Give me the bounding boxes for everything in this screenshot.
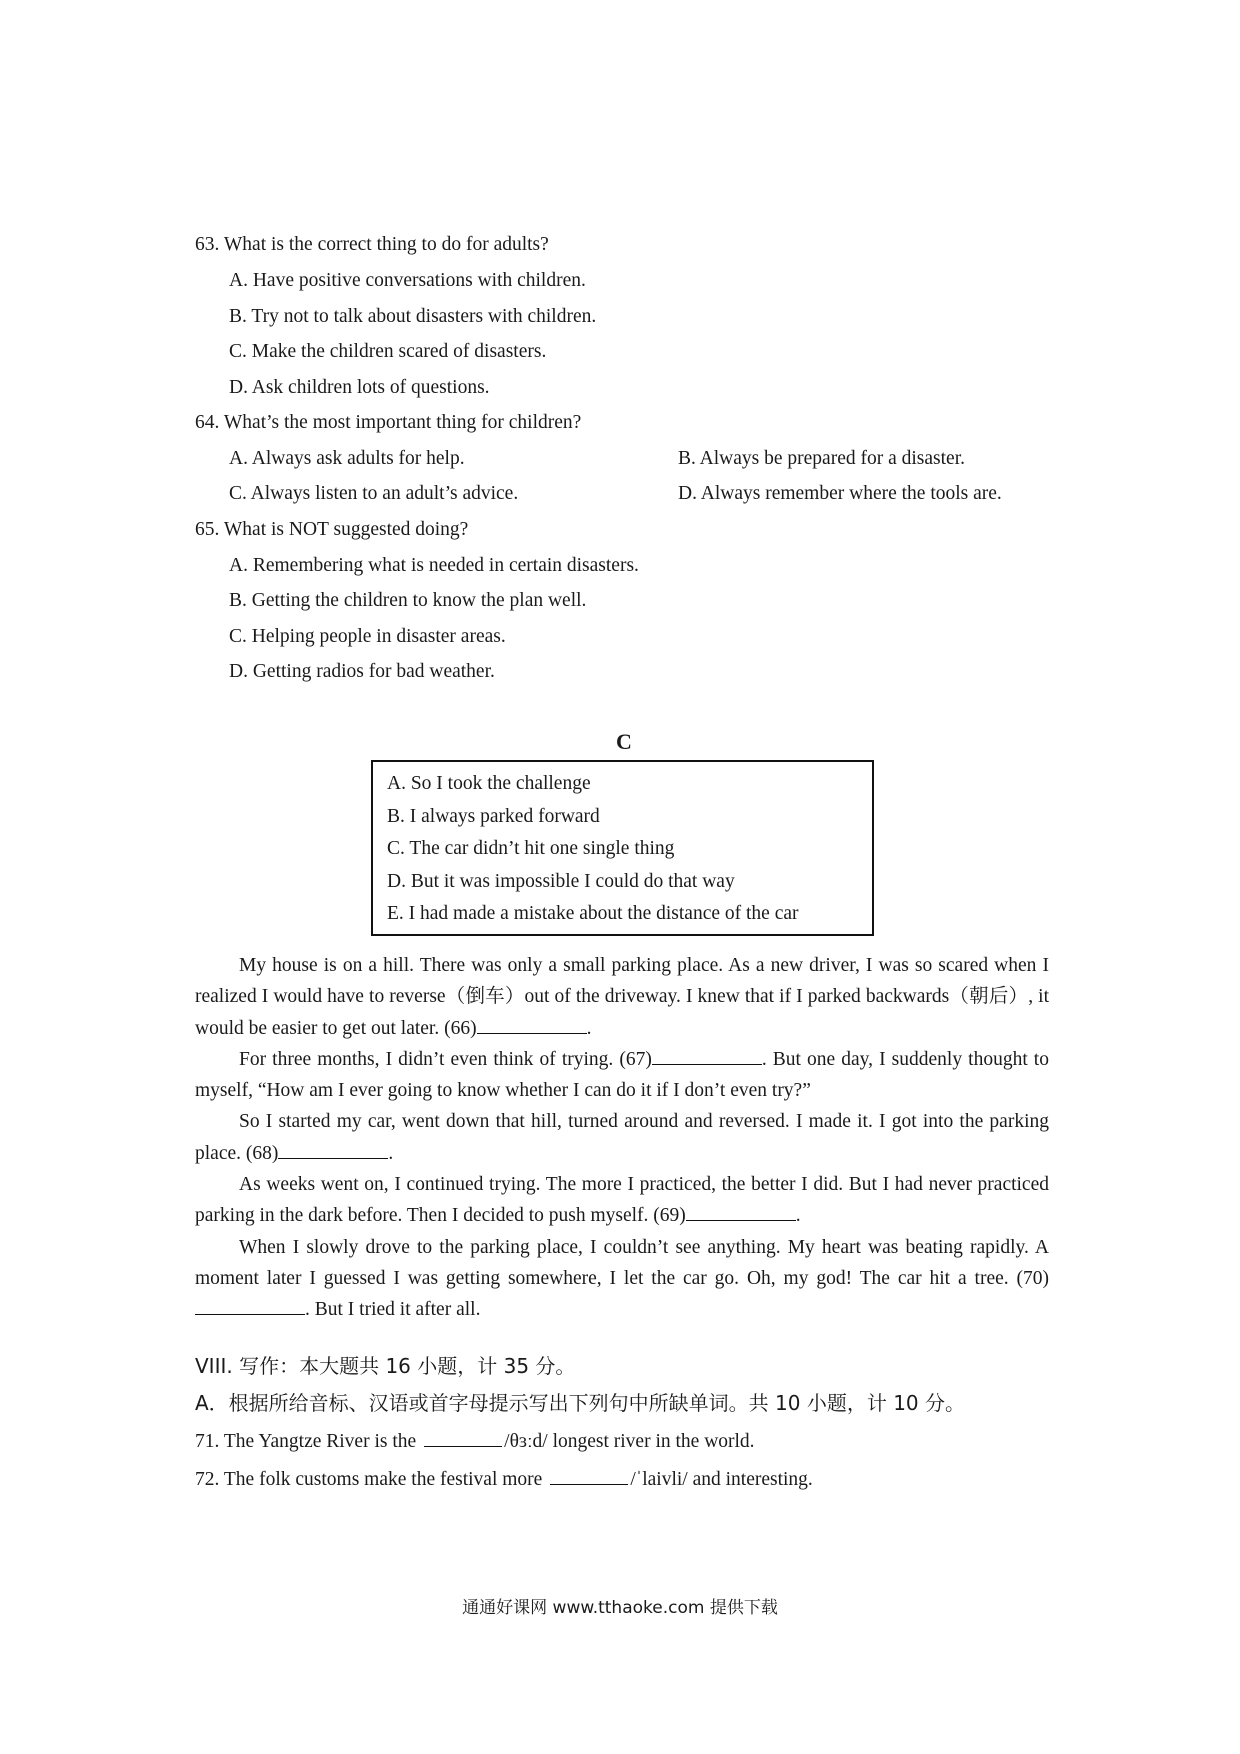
question-63-option-d: D. Ask children lots of questions. — [229, 377, 490, 398]
box-option-d: D. But it was impossible I could do that way — [387, 871, 735, 892]
blank-71[interactable] — [424, 1428, 502, 1447]
reading-passage — [195, 950, 1049, 1326]
section-c-heading: C — [616, 729, 632, 754]
box-option-e: E. I had made a mistake about the distance of the car — [387, 903, 799, 924]
question-64-option-d: D. Always remember where the tools are. — [678, 483, 1002, 504]
sentence-options-box — [371, 760, 874, 936]
question-71: 71. The Yangtze River is the /θɜːd/ longest river in the world. — [195, 1428, 755, 1454]
question-63-option-c: C. Make the children scared of disasters. — [229, 341, 547, 362]
question-64-option-a: A. Always ask adults for help. — [229, 448, 465, 469]
question-64-option-b: B. Always be prepared for a disaster. — [678, 448, 965, 469]
question-65-option-a: A. Remembering what is needed in certain disasters. — [229, 555, 639, 576]
page-footer: 通通好课网 www.tthaoke.com 提供下载 — [462, 1598, 778, 1618]
passage-paragraph-4: As weeks went on, I continued trying. The more I practiced, the better I did. But I had never practiced parking in the dark before. Then I decided to push myself. (69) . — [195, 1174, 1049, 1227]
question-65-option-c: C. Helping people in disaster areas. — [229, 626, 506, 647]
passage-paragraph-2: For three months, I didn’t even think of trying. (67) . But one day, I suddenly thought to myself, “How am I ever going to know whether I can do it if I don’t even try?” — [195, 1044, 1049, 1107]
blank-67[interactable] — [652, 1045, 762, 1065]
box-option-c: C. The car didn’t hit one single thing — [387, 838, 675, 859]
passage-paragraph-5: When I slowly drove to the parking place, I couldn’t see anything. My heart was beating rapidly. A moment later I guessed I was getting somewhere, I let the car go. Oh, my god! The car hit a tree. (70). But I tried it after all. — [195, 1236, 1049, 1321]
box-option-b: B. I always parked forward — [387, 806, 600, 827]
writing-section-heading: VIII. 写作：本大题共 16 小题，计 35 分。 — [195, 1354, 576, 1378]
question-63-option-b: B. Try not to talk about disasters with children. — [229, 306, 597, 327]
question-65-stem: 65. What is NOT suggested doing? — [195, 519, 469, 540]
question-63-stem: 63. What is the correct thing to do for adults? — [195, 234, 549, 255]
question-65-option-d: D. Getting radios for bad weather. — [229, 661, 495, 682]
blank-72[interactable] — [550, 1466, 628, 1485]
blank-69[interactable] — [686, 1201, 796, 1221]
passage-paragraph-1: My house is on a hill. There was only a small parking place. As a new driver, I was so scared when I realized I would have to reverse（倒车）out of the driveway. I knew that if I parked backwards（朝后）, it would be easier to get out later. (66) . — [195, 955, 1049, 1039]
writing-part-a-heading: A．根据所给音标、汉语或首字母提示写出下列句中所缺单词。共 10 小题，计 10 分。 — [195, 1391, 966, 1415]
box-option-a: A. So I took the challenge — [387, 773, 591, 794]
question-63-option-a: A. Have positive conversations with children. — [229, 270, 586, 291]
blank-68[interactable] — [278, 1139, 388, 1159]
question-64-stem: 64. What’s the most important thing for children? — [195, 412, 582, 433]
question-64-option-c: C. Always listen to an adult’s advice. — [229, 483, 519, 504]
question-65-option-b: B. Getting the children to know the plan well. — [229, 590, 587, 611]
blank-66[interactable] — [477, 1014, 587, 1034]
passage-paragraph-3: So I started my car, went down that hill, turned around and reversed. I made it. I got into the parking place. (68) . — [195, 1111, 1049, 1164]
question-72: 72. The folk customs make the festival more /ˈlaivli/ and interesting. — [195, 1466, 813, 1492]
blank-70[interactable] — [195, 1295, 305, 1315]
